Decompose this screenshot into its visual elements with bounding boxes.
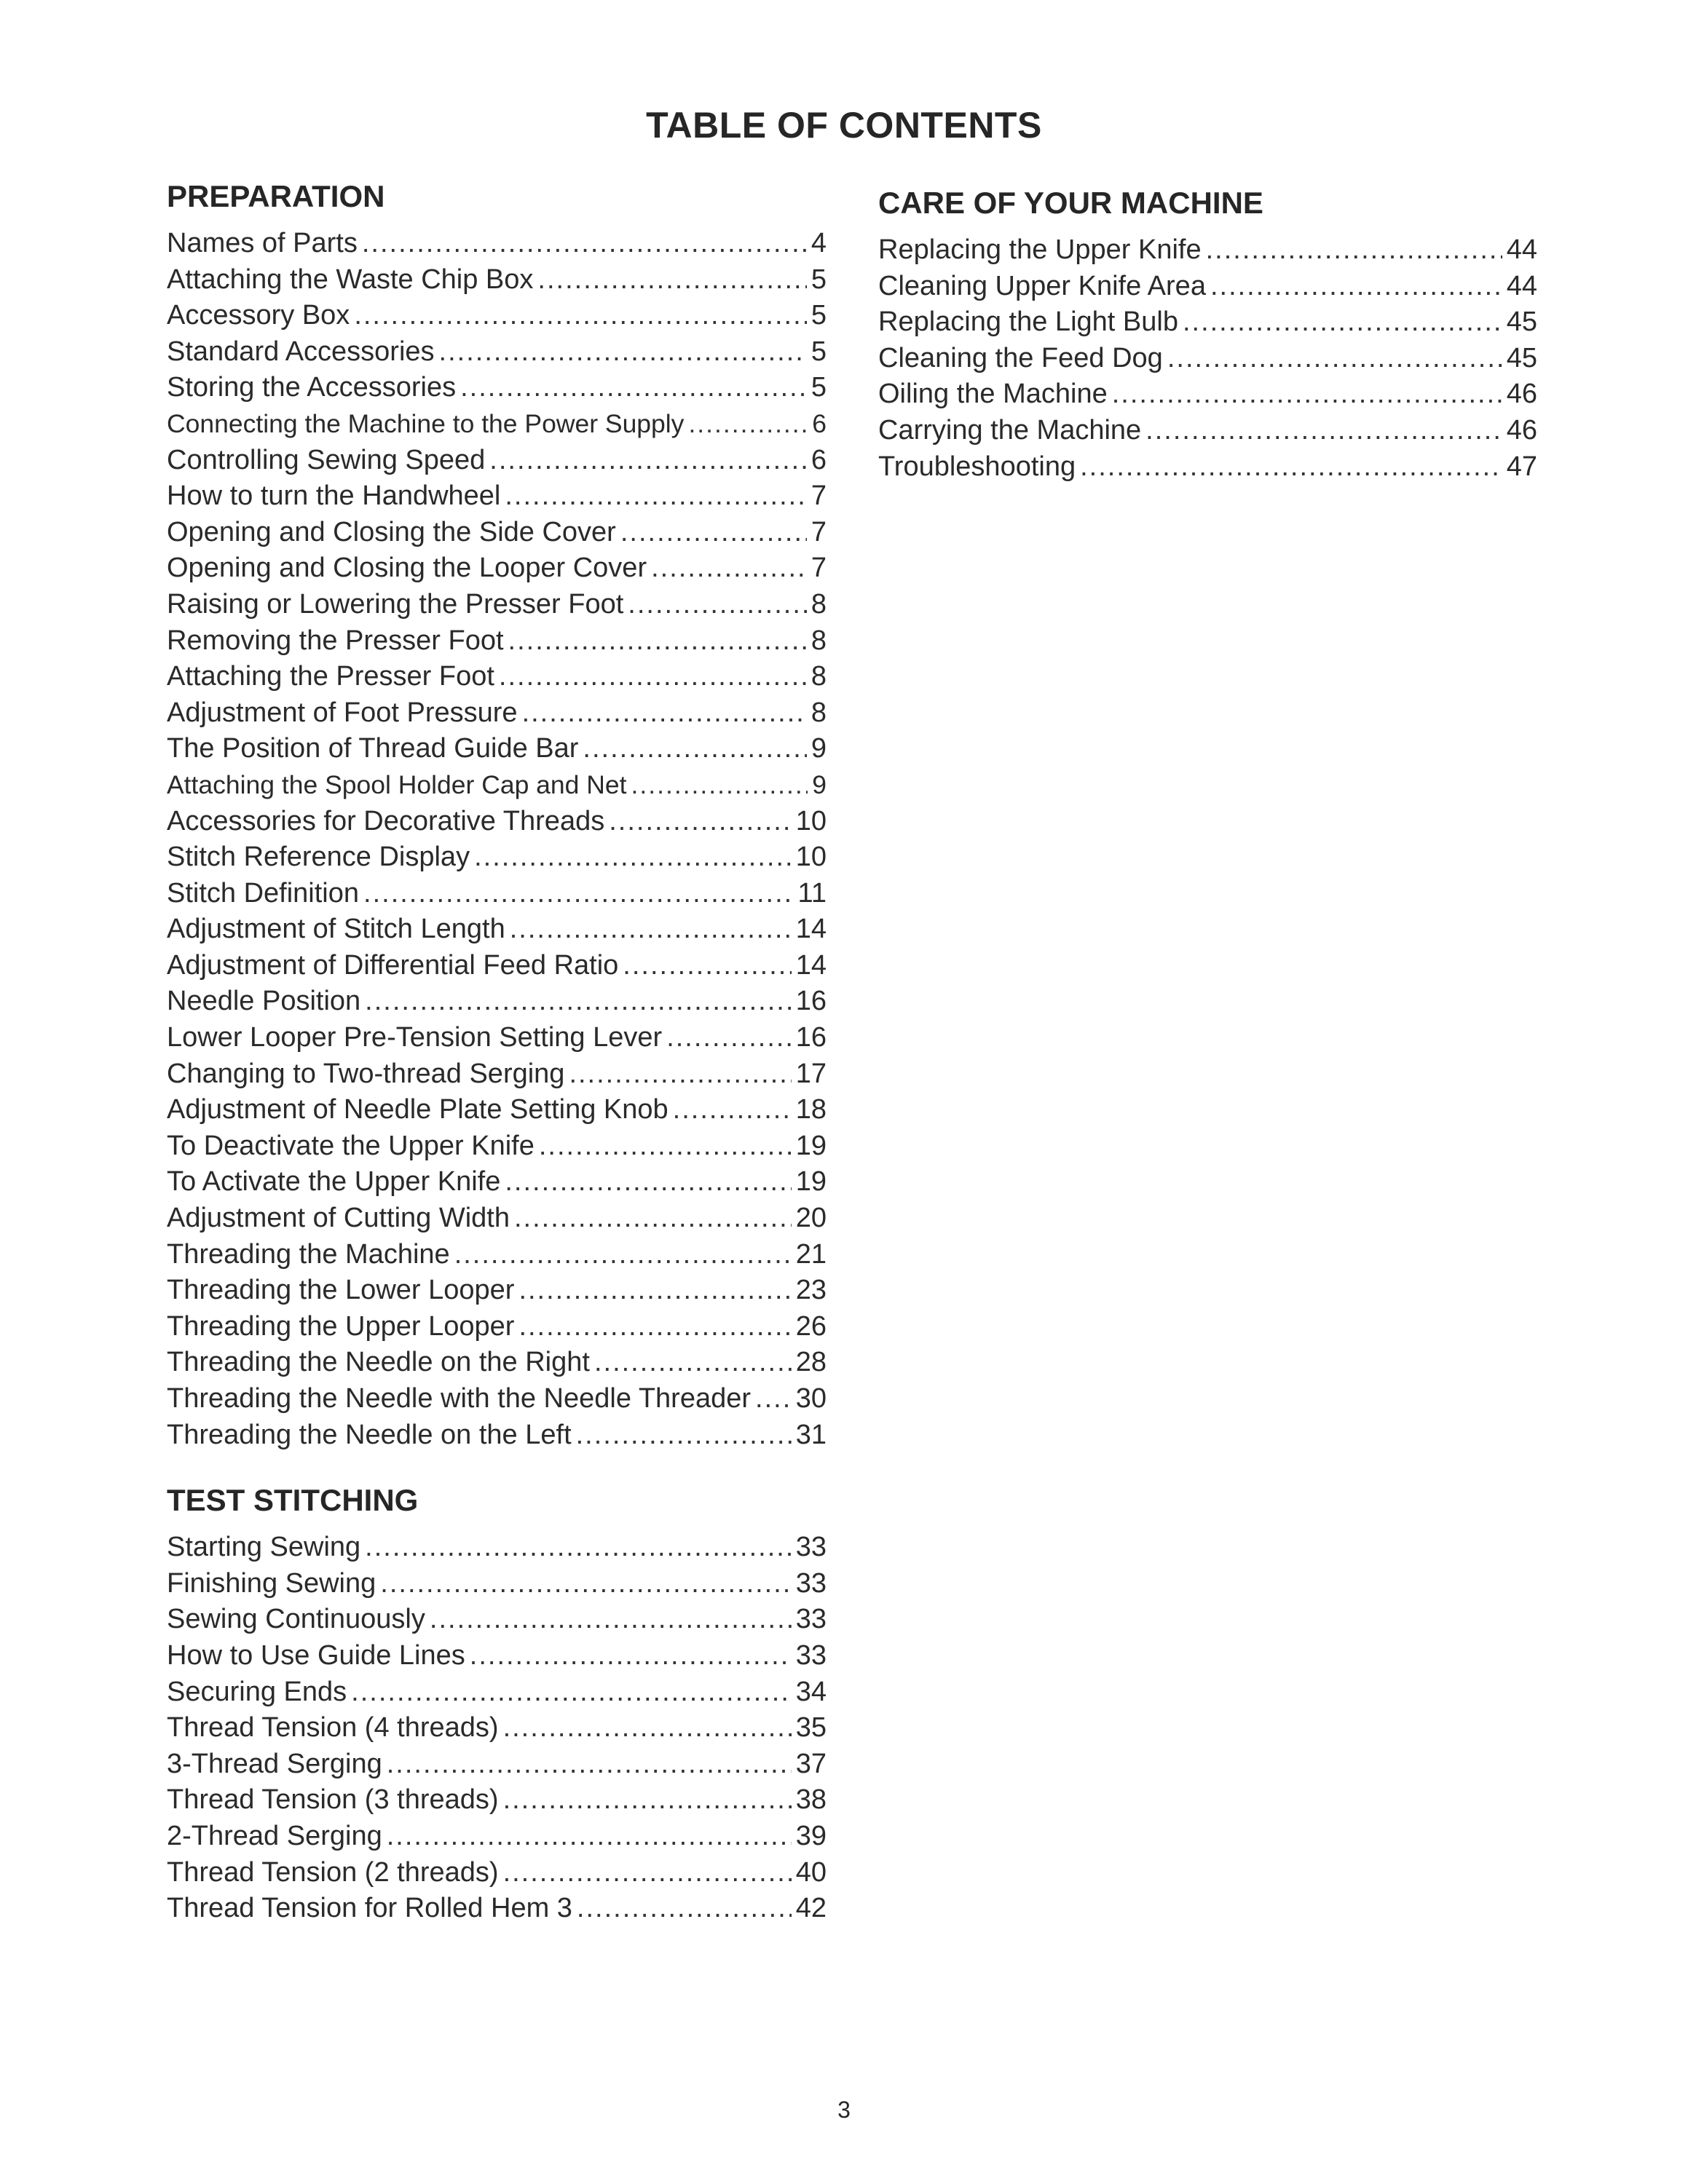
toc-dot-leader [620, 515, 807, 551]
section-heading-preparation: PREPARATION [167, 179, 385, 213]
toc-entry-page: 6 [811, 444, 827, 475]
toc-entry-page: 21 [795, 1238, 827, 1270]
toc-entry [878, 304, 1537, 341]
toc-entry [878, 232, 1537, 269]
toc-entry-title: Accessories for Decorative Threads [167, 805, 605, 836]
section-heading-care: CARE OF YOUR MACHINE [878, 186, 1263, 220]
toc-entry [167, 478, 827, 515]
toc-entry-page: 5 [811, 336, 827, 367]
toc-entry [878, 376, 1537, 413]
toc-entry-title: How to turn the Handwheel [167, 480, 501, 512]
toc-dot-leader [474, 839, 792, 876]
toc-entry-page: 38 [795, 1784, 827, 1816]
toc-list-preparation [167, 226, 827, 1453]
toc-entry-title: To Activate the Upper Knife [167, 1166, 501, 1198]
toc-entry [167, 623, 827, 660]
toc-entry-title: Adjustment of Cutting Width [167, 1203, 510, 1234]
toc-entry-page: 6 [812, 408, 827, 438]
toc-dot-leader [351, 1674, 792, 1711]
toc-entry-title: Attaching the Presser Foot [167, 661, 494, 692]
toc-entry [878, 341, 1537, 377]
toc-entry-title: Threading the Needle on the Left [167, 1419, 572, 1450]
toc-entry-title: Stitch Reference Display [167, 842, 470, 873]
toc-entry-title: Stitch Definition [167, 877, 360, 909]
toc-entry-title: Thread Tension for Rolled Hem 3 [167, 1893, 572, 1924]
toc-entry [167, 406, 827, 443]
toc-entry-page: 19 [795, 1166, 827, 1198]
toc-entry-title: Adjustment of Stitch Length [167, 914, 505, 945]
toc-entry [167, 1128, 827, 1165]
toc-dot-leader [363, 876, 794, 912]
toc-dot-leader [362, 226, 807, 262]
page-number: 3 [837, 2097, 851, 2123]
left-column [167, 178, 827, 1927]
toc-entry-title: Replacing the Light Bulb [878, 306, 1178, 338]
toc-dot-leader [508, 623, 807, 660]
toc-entry [167, 1566, 827, 1602]
toc-dot-leader [1210, 269, 1502, 305]
toc-dot-leader [505, 478, 806, 515]
toc-dot-leader [365, 1530, 792, 1566]
toc-entry [167, 767, 827, 804]
toc-dot-leader [673, 1092, 792, 1128]
toc-entry-title: Connecting the Machine to the Power Supply [167, 408, 685, 438]
toc-entry-title: Controlling Sewing Speed [167, 444, 486, 475]
page-title: TABLE OF CONTENTS [646, 105, 1042, 146]
toc-entry-title: Opening and Closing the Side Cover [167, 516, 616, 547]
toc-entry [167, 1092, 827, 1128]
toc-dot-leader [489, 443, 807, 479]
toc-entry-page: 8 [811, 697, 827, 728]
toc-entry-page: 9 [811, 733, 827, 764]
toc-entry-page: 46 [1506, 379, 1537, 410]
toc-entry-page: 7 [811, 553, 827, 584]
toc-entry-page: 33 [795, 1639, 827, 1671]
toc-dot-leader [666, 1020, 792, 1056]
toc-dot-leader [537, 262, 806, 298]
toc-dot-leader [623, 948, 791, 984]
toc-dot-leader [688, 406, 808, 443]
toc-entry [167, 948, 827, 984]
toc-dot-leader [583, 731, 806, 767]
toc-entry [167, 1237, 827, 1273]
toc-dot-leader [609, 804, 792, 840]
toc-entry-title: Oiling the Machine [878, 379, 1108, 410]
toc-entry-title: Securing Ends [167, 1676, 347, 1707]
toc-entry-title: Finishing Sewing [167, 1567, 376, 1599]
toc-entry-title: Adjustment of Differential Feed Ratio [167, 949, 619, 981]
toc-dot-leader [430, 1602, 792, 1638]
toc-dot-leader [1145, 413, 1502, 449]
toc-entry-title: Lower Looper Pre-Tension Setting Lever [167, 1022, 663, 1053]
toc-entry [167, 1056, 827, 1093]
toc-entry-page: 45 [1506, 342, 1537, 373]
toc-entry-title: To Deactivate the Upper Knife [167, 1130, 535, 1161]
toc-entry-title: Changing to Two-thread Serging [167, 1058, 565, 1089]
toc-dot-leader [499, 659, 807, 695]
toc-entry-page: 8 [811, 661, 827, 692]
toc-entry-title: Threading the Machine [167, 1238, 450, 1270]
right-column [878, 185, 1537, 485]
toc-dot-leader [503, 1782, 792, 1819]
toc-entry-page: 18 [795, 1094, 827, 1125]
toc-dot-leader [594, 1345, 792, 1381]
toc-dot-leader [380, 1566, 791, 1602]
toc-dot-leader [354, 298, 807, 334]
toc-entry-page: 34 [795, 1676, 827, 1707]
toc-entry-page: 39 [795, 1820, 827, 1851]
toc-dot-leader [522, 695, 807, 732]
toc-dot-leader [1167, 341, 1502, 377]
toc-dot-leader [454, 1237, 792, 1273]
toc-entry-page: 44 [1506, 270, 1537, 301]
toc-entry [167, 1819, 827, 1855]
toc-entry-page: 7 [811, 516, 827, 547]
toc-dot-leader [387, 1819, 792, 1855]
toc-entry-title: Adjustment of Needle Plate Setting Knob [167, 1094, 669, 1125]
toc-entry [167, 1200, 827, 1237]
toc-dot-leader [1206, 232, 1502, 269]
toc-entry-title: Removing the Presser Foot [167, 625, 504, 656]
toc-entry [167, 1746, 827, 1783]
toc-entry-page: 5 [811, 372, 827, 403]
toc-entry-title: Adjustment of Foot Pressure [167, 697, 518, 728]
toc-entry-page: 4 [811, 228, 827, 258]
toc-entry [167, 984, 827, 1020]
toc-dot-leader [514, 1200, 792, 1237]
toc-dot-leader [631, 767, 808, 804]
toc-entry-title: Storing the Accessories [167, 372, 457, 403]
toc-entry-page: 11 [797, 877, 827, 909]
toc-entry [167, 911, 827, 948]
toc-entry-page: 5 [811, 264, 827, 295]
toc-entry-page: 33 [795, 1532, 827, 1563]
toc-entry-page: 33 [795, 1604, 827, 1635]
toc-entry-title: 3-Thread Serging [167, 1748, 382, 1779]
toc-entry [167, 1855, 827, 1891]
toc-dot-leader [518, 1309, 791, 1345]
toc-dot-leader [651, 550, 807, 587]
toc-entry [167, 550, 827, 587]
section-heading-test-stitching: TEST STITCHING [167, 1483, 419, 1518]
toc-entry-title: Threading the Upper Looper [167, 1310, 515, 1342]
toc-dot-leader [576, 1417, 792, 1454]
toc-entry [167, 334, 827, 371]
toc-entry-page: 10 [795, 805, 827, 836]
toc-dot-leader [1080, 449, 1502, 486]
toc-entry-page: 16 [795, 1022, 827, 1053]
section-preparation [167, 178, 827, 1453]
toc-entry-title: Attaching the Waste Chip Box [167, 264, 534, 295]
toc-dot-leader [628, 587, 807, 623]
toc-entry [167, 1674, 827, 1711]
toc-dot-leader [505, 1164, 791, 1200]
toc-entry [167, 1273, 827, 1309]
toc-entry [167, 587, 827, 623]
toc-entry [167, 298, 827, 334]
toc-list-care [878, 232, 1537, 485]
toc-entry-page: 17 [795, 1058, 827, 1089]
toc-entry-title: Names of Parts [167, 228, 358, 258]
toc-entry [167, 1602, 827, 1638]
toc-dot-leader [365, 984, 792, 1020]
toc-entry-page: 45 [1506, 306, 1537, 338]
toc-entry [167, 1710, 827, 1746]
toc-entry-page: 16 [795, 986, 827, 1017]
toc-entry [167, 1381, 827, 1417]
toc-entry-page: 31 [795, 1419, 827, 1450]
toc-entry [167, 659, 827, 695]
toc-entry-page: 26 [795, 1310, 827, 1342]
toc-entry-page: 7 [811, 480, 827, 512]
section-care [878, 185, 1537, 485]
toc-entry-title: Opening and Closing the Looper Cover [167, 553, 647, 584]
toc-entry-title: 2-Thread Serging [167, 1820, 382, 1851]
toc-entry [167, 515, 827, 551]
toc-entry-page: 5 [811, 300, 827, 331]
toc-entry-title: Threading the Needle with the Needle Threader [167, 1383, 752, 1414]
toc-entry [167, 443, 827, 479]
toc-entry-title: Replacing the Upper Knife [878, 234, 1202, 265]
toc-dot-leader [503, 1710, 792, 1746]
toc-dot-leader [518, 1273, 791, 1309]
toc-entry-title: Standard Accessories [167, 336, 435, 367]
toc-entry-page: 30 [795, 1383, 827, 1414]
toc-entry [878, 449, 1537, 486]
toc-entry [878, 413, 1537, 449]
toc-dot-leader [577, 1891, 792, 1927]
section-test-stitching [167, 1482, 827, 1927]
toc-entry-title: Threading the Needle on the Right [167, 1347, 590, 1378]
toc-entry [167, 1164, 827, 1200]
toc-entry-title: Attaching the Spool Holder Cap and Net [167, 769, 627, 799]
toc-entry-title: Starting Sewing [167, 1532, 361, 1563]
toc-entry-page: 35 [795, 1712, 827, 1744]
toc-entry-title: Sewing Continuously [167, 1604, 425, 1635]
toc-entry-title: Accessory Box [167, 300, 350, 331]
toc-entry [167, 1020, 827, 1056]
toc-entry [167, 876, 827, 912]
toc-entry-title: Thread Tension (4 threads) [167, 1712, 499, 1744]
toc-entry-title: Threading the Lower Looper [167, 1275, 515, 1306]
toc-entry-page: 19 [795, 1130, 827, 1161]
toc-dot-leader [387, 1746, 792, 1783]
toc-entry-page: 37 [795, 1748, 827, 1779]
toc-entry-page: 9 [812, 769, 827, 799]
toc-entry-title: How to Use Guide Lines [167, 1639, 465, 1671]
toc-dot-leader [510, 911, 792, 948]
toc-dot-leader [1112, 376, 1502, 413]
toc-entry-page: 20 [795, 1203, 827, 1234]
toc-entry-title: Raising or Lowering the Presser Foot [167, 588, 624, 620]
toc-dot-leader [470, 1638, 792, 1674]
toc-entry-title: Thread Tension (3 threads) [167, 1784, 499, 1816]
toc-entry [167, 1530, 827, 1566]
toc-entry [167, 1891, 827, 1927]
toc-entry-page: 10 [795, 842, 827, 873]
toc-entry-page: 14 [795, 949, 827, 981]
toc-entry-title: Carrying the Machine [878, 414, 1142, 446]
toc-entry-title: Cleaning the Feed Dog [878, 342, 1163, 373]
toc-entry-title: The Position of Thread Guide Bar [167, 733, 579, 764]
toc-dot-leader [539, 1128, 792, 1165]
toc-dot-leader [460, 370, 807, 406]
toc-entry-page: 8 [811, 588, 827, 620]
toc-entry [167, 1309, 827, 1345]
toc-entry-page: 28 [795, 1347, 827, 1378]
toc-dot-leader [755, 1381, 792, 1417]
toc-entry-page: 33 [795, 1567, 827, 1599]
toc-entry-title: Cleaning Upper Knife Area [878, 270, 1206, 301]
toc-entry [167, 1345, 827, 1381]
toc-entry [167, 226, 827, 262]
toc-list-test-stitching [167, 1530, 827, 1927]
toc-entry [167, 1638, 827, 1674]
toc-entry-page: 8 [811, 625, 827, 656]
toc-entry-page: 47 [1506, 451, 1537, 482]
toc-entry [167, 1782, 827, 1819]
toc-entry [167, 1417, 827, 1454]
toc-entry-page: 23 [795, 1275, 827, 1306]
toc-entry [167, 262, 827, 298]
toc-entry [167, 839, 827, 876]
toc-dot-leader [1183, 304, 1502, 341]
toc-entry-title: Needle Position [167, 986, 361, 1017]
toc-entry [167, 731, 827, 767]
toc-entry [167, 695, 827, 732]
toc-dot-leader [503, 1855, 792, 1891]
toc-entry-page: 46 [1506, 414, 1537, 446]
toc-entry-page: 40 [795, 1856, 827, 1888]
toc-entry [878, 269, 1537, 305]
toc-dot-leader [569, 1056, 791, 1093]
toc-entry-page: 44 [1506, 234, 1537, 265]
toc-entry [167, 804, 827, 840]
toc-entry-title: Thread Tension (2 threads) [167, 1856, 499, 1888]
toc-dot-leader [439, 334, 807, 371]
toc-entry-page: 14 [795, 914, 827, 945]
toc-entry-title: Troubleshooting [878, 451, 1076, 482]
toc-entry [167, 370, 827, 406]
toc-entry-page: 42 [795, 1893, 827, 1924]
